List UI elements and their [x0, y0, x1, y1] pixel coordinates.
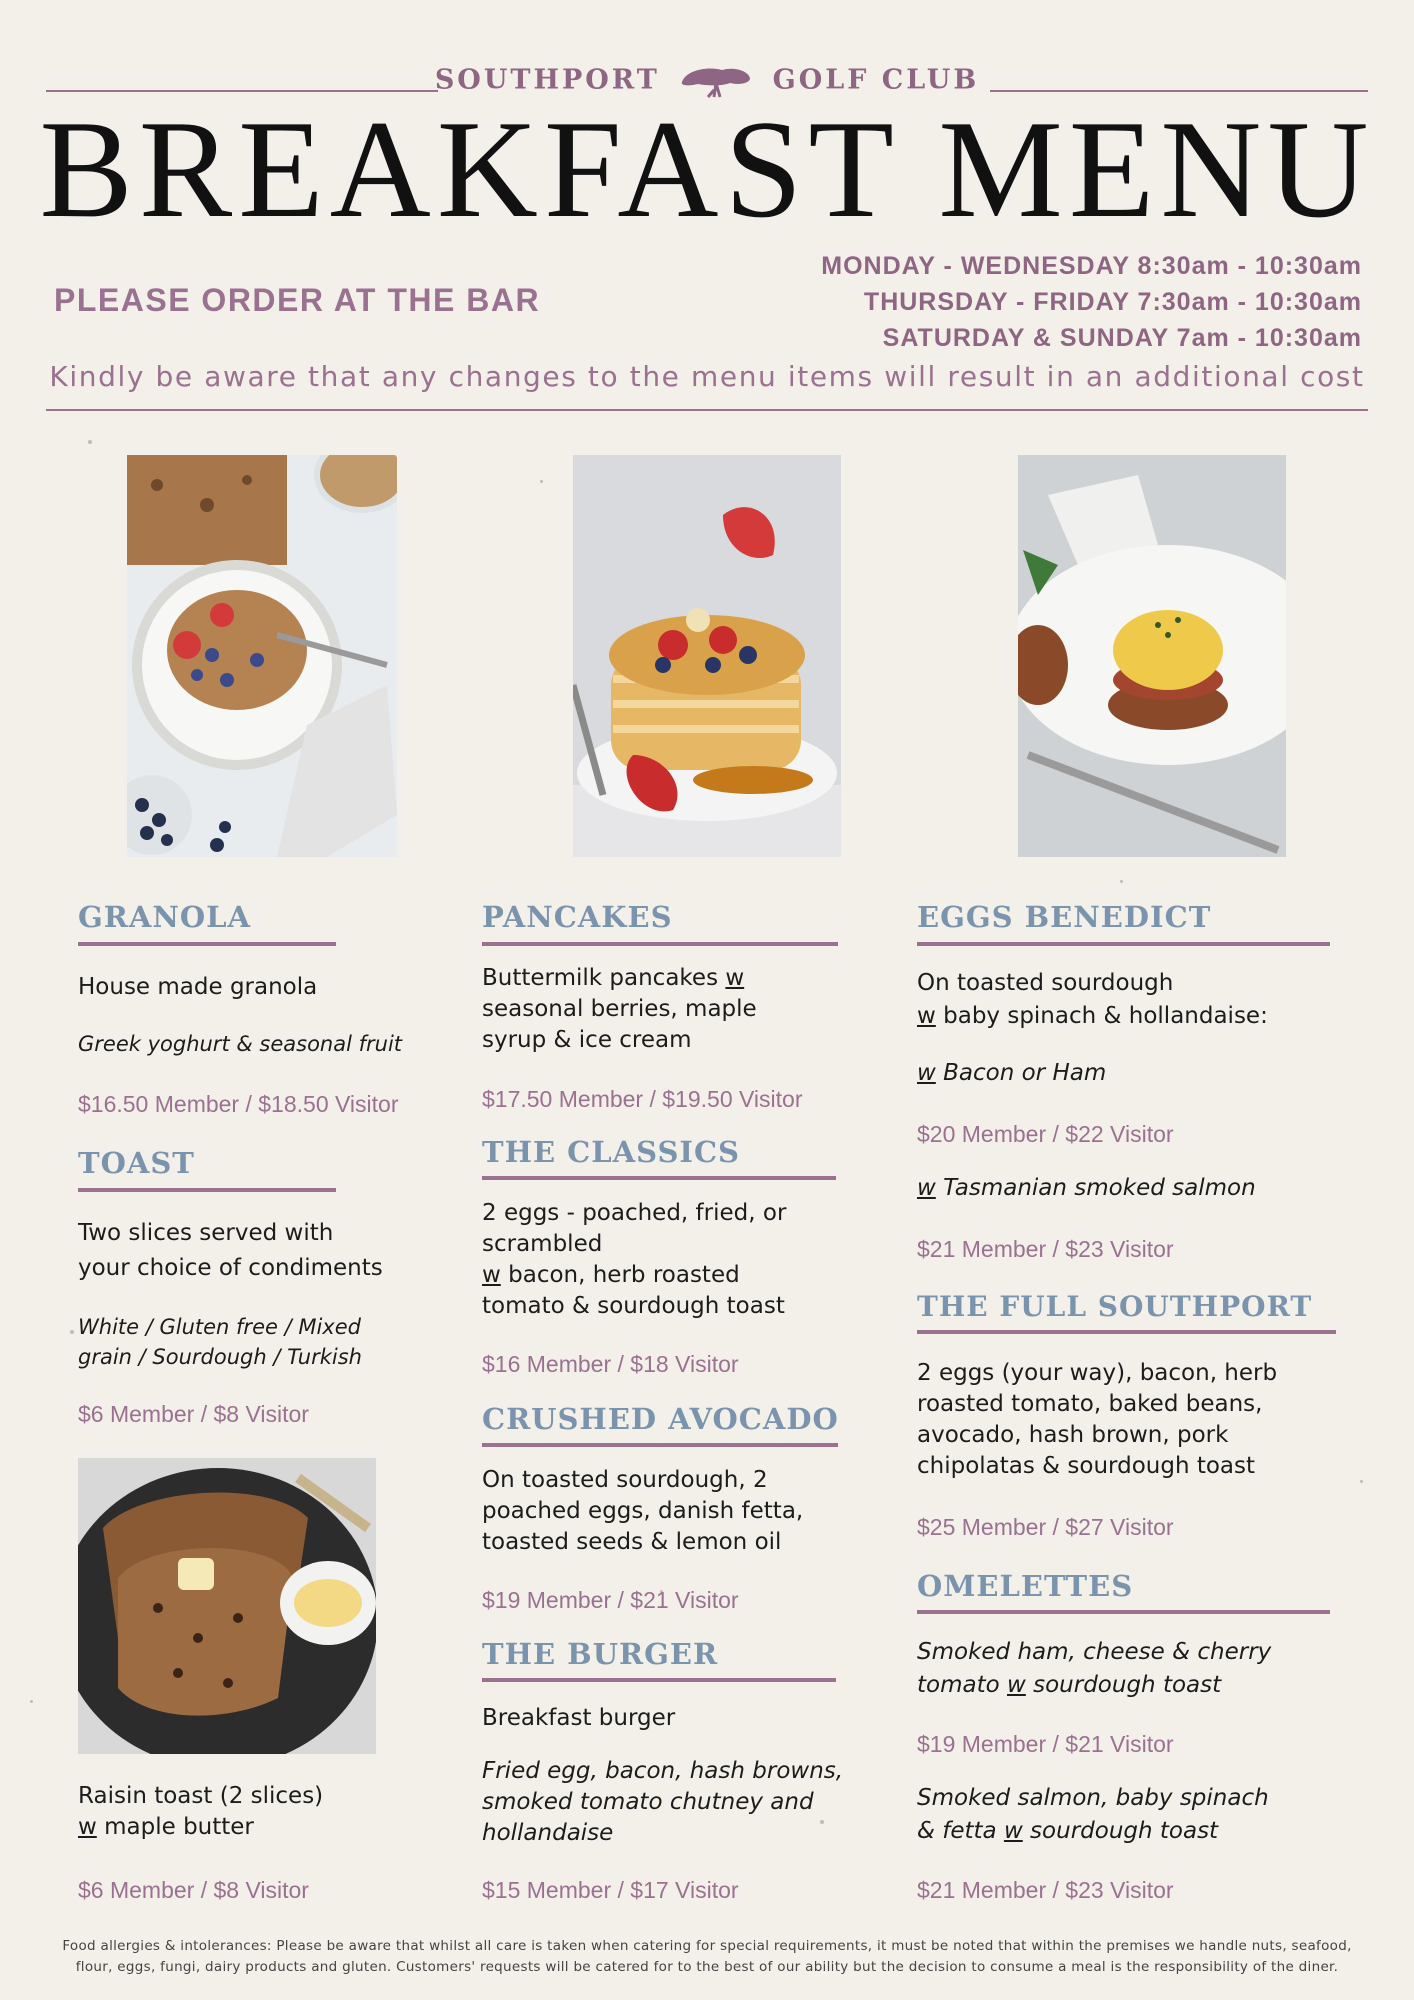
burger-title: THE BURGER — [482, 1637, 719, 1671]
classics-price: $16 Member / $18 Visitor — [482, 1351, 739, 1377]
full-southport-desc: 2 eggs (your way), bacon, herb roasted tomato, baked beans, avocado, hash brown, pork chipolatas & sourdough toast — [917, 1360, 1278, 1479]
raisin-toast-price: $6 Member / $8 Visitor — [78, 1877, 309, 1903]
toast-title: TOAST — [78, 1146, 195, 1180]
granola-options: Greek yoghurt & seasonal fruit — [78, 1032, 403, 1056]
granola-title: GRANOLA — [78, 900, 252, 934]
hours-weekend: SATURDAY & SUNDAY 7am - 10:30am — [882, 324, 1362, 352]
eggs-benedict-photo — [1018, 455, 1286, 857]
benedict-option-bacon: w Bacon or Ham — [917, 1060, 1107, 1086]
burger-price: $15 Member / $17 Visitor — [482, 1877, 739, 1903]
pancakes-desc: Buttermilk pancakes w seasonal berries, maple syrup & ice cream — [482, 965, 757, 1053]
avocado-price: $19 Member / $21 Visitor — [482, 1587, 739, 1613]
hours-weekday: MONDAY - WEDNESDAY 8:30am - 10:30am — [821, 252, 1362, 280]
toast-desc: Two slices served with your choice of condiments — [78, 1220, 383, 1281]
club-name-left: SOUTHPORT — [434, 64, 660, 96]
granola-photo — [127, 455, 397, 857]
classics-title: THE CLASSICS — [482, 1135, 740, 1169]
omelette-salmon-price: $21 Member / $23 Visitor — [917, 1877, 1174, 1903]
hours-thu-fri: THURSDAY - FRIDAY 7:30am - 10:30am — [863, 288, 1362, 316]
omelettes-title: OMELETTES — [917, 1569, 1134, 1603]
avocado-rule — [482, 1443, 838, 1447]
change-notice: Kindly be aware that any changes to the menu items will result in an additional cost — [49, 360, 1365, 393]
raisin-toast-photo — [78, 1458, 376, 1754]
toast-price: $6 Member / $8 Visitor — [78, 1401, 309, 1427]
omelette-ham-desc: Smoked ham, cheese & cherry tomato w sourdough toast — [917, 1639, 1272, 1698]
burger-desc: Breakfast burger — [482, 1705, 676, 1731]
full-southport-title: THE FULL SOUTHPORT — [917, 1290, 1313, 1323]
full-southport-rule — [917, 1330, 1336, 1334]
benedict-price-salmon: $21 Member / $23 Visitor — [917, 1236, 1174, 1262]
omelette-ham-price: $19 Member / $21 Visitor — [917, 1731, 1174, 1757]
classics-desc: 2 eggs - poached, fried, or scrambled w bacon, herb roasted tomato & sourdough toast — [482, 1200, 787, 1319]
omelette-salmon-desc: Smoked salmon, baby spinach & fetta w sourdough toast — [917, 1785, 1269, 1844]
benedict-option-salmon: w Tasmanian smoked salmon — [917, 1175, 1256, 1201]
granola-desc: House made granola — [78, 974, 318, 1000]
raisin-toast-desc: Raisin toast (2 slices) w maple butter — [78, 1783, 324, 1840]
avocado-desc: On toasted sourdough, 2 poached eggs, danish fetta, toasted seeds & lemon oil — [482, 1467, 804, 1555]
benedict-title: EGGS BENEDICT — [917, 900, 1212, 934]
toast-options: White / Gluten free / Mixed grain / Sourdough / Turkish — [78, 1315, 362, 1369]
pancakes-price: $17.50 Member / $19.50 Visitor — [482, 1086, 803, 1112]
burger-rule — [482, 1678, 836, 1682]
benedict-rule — [917, 942, 1330, 946]
header-rule-bottom — [46, 409, 1368, 411]
full-southport-price: $25 Member / $27 Visitor — [917, 1514, 1174, 1540]
allergy-footer: Food allergies & intolerances: Please be aware that whilst all care is taken when catering for special requirements, it must be noted that within the premises we handle nuts, seafood, flour, eggs, fungi, dairy products and gluten. Customers' requests will be catered for to the best of our ability but the decision to consume a meal is the responsibility of the diner. — [62, 1938, 1352, 1975]
pancakes-rule — [482, 942, 838, 946]
omelettes-rule — [917, 1610, 1330, 1614]
pancakes-title: PANCAKES — [482, 900, 673, 934]
burger-details: Fried egg, bacon, hash browns, smoked tomato chutney and hollandaise — [482, 1758, 844, 1846]
classics-rule — [482, 1176, 836, 1180]
order-note: PLEASE ORDER AT THE BAR — [54, 282, 541, 318]
granola-rule — [78, 942, 336, 946]
page-title: BREAKFAST MENU — [39, 92, 1375, 247]
club-name-right: GOLF CLUB — [772, 64, 980, 96]
granola-price: $16.50 Member / $18.50 Visitor — [78, 1091, 399, 1117]
benedict-desc: On toasted sourdough w baby spinach & hollandaise: — [917, 970, 1268, 1029]
benedict-price-bacon: $20 Member / $22 Visitor — [917, 1121, 1174, 1147]
opening-hours — [821, 248, 1362, 356]
toast-rule — [78, 1188, 336, 1192]
avocado-title: CRUSHED AVOCADO — [482, 1402, 839, 1436]
pancakes-photo — [573, 455, 841, 857]
